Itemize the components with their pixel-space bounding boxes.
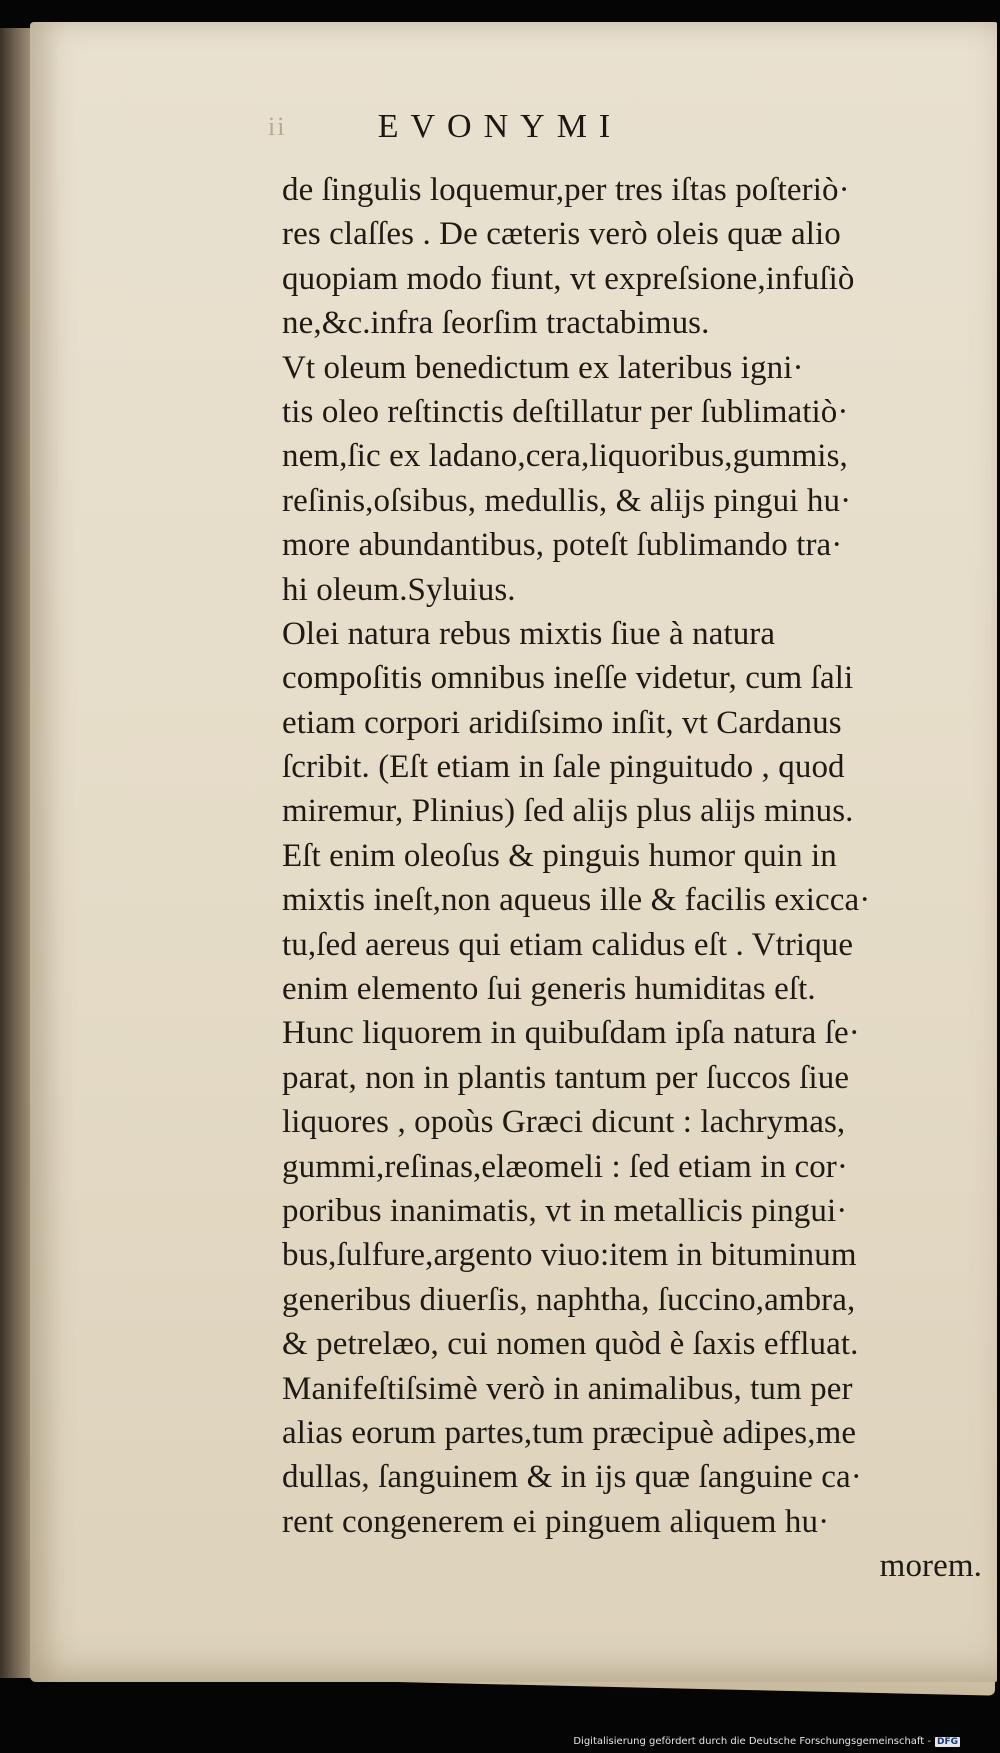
text-line: liquores , opoùs Græci dicunt : lachrymas, <box>282 1104 846 1141</box>
text-line: & petrelæo, cui nomen quòd è ſaxis effluat. <box>282 1326 859 1363</box>
text-line: dullas, ſanguinem & in ijs quæ ſanguine ca· <box>282 1459 862 1496</box>
text-line: de ſingulis loquemur,per tres iſtas poſteriò· <box>282 172 850 208</box>
text-line: gummi,reſinas,elæomeli : ſed etiam in cor· <box>282 1148 848 1185</box>
text-line: Eſt enim oleoſus & pinguis humor quin in <box>282 837 837 874</box>
text-line: quopiam modo fiunt, vt expreſsione,infuſiò <box>282 260 855 297</box>
text-line: tis oleo reſtinctis deſtillatur per ſublimatiò· <box>282 393 849 430</box>
running-head <box>0 108 1000 146</box>
text-line: more abundantibus, poteſt ſublimando tra· <box>282 527 843 564</box>
text-line: res claſſes . De cæteris verò oleis quæ alio <box>282 216 841 253</box>
digitization-credit <box>573 1736 960 1747</box>
text-line: ne,&c.infra ſeorſim tractabimus. <box>282 305 710 342</box>
body-text <box>282 168 982 1589</box>
text-line: alias eorum partes,tum præcipuè adipes,me <box>282 1414 857 1451</box>
text-line: ſcribit. (Eſt etiam in ſale pinguitudo , quod <box>282 749 845 786</box>
text-line: hi oleum.Syluius. <box>282 571 516 608</box>
text-line: poribus inanimatis, vt in metallicis pingui· <box>282 1192 848 1229</box>
text-line: Manifeſtiſsimè verò in animalibus, tum per <box>282 1370 853 1407</box>
text-line: mixtis ineſt,non aqueus ille & facilis exicca· <box>282 882 871 919</box>
text-line: tu,ſed aereus qui etiam calidus eſt . Vtrique <box>282 926 854 963</box>
text-line: enim elemento ſui generis humiditas eſt. <box>282 971 816 1008</box>
text-line: Vt oleum benedictum ex lateribus igni· <box>282 349 804 386</box>
text-line: parat, non in plantis tantum per ſuccos ſiue <box>282 1059 850 1096</box>
text-line: rent congenerem ei pinguem aliquem hu· <box>282 1503 830 1540</box>
catchword: morem. <box>879 1548 982 1585</box>
text-line: nem,ſic ex ladano,cera,liquoribus,gummis, <box>282 438 848 475</box>
text-line: bus,ſulfure,argento viuo:item in bituminum <box>282 1237 857 1274</box>
text-line: Olei natura rebus mixtis ſiue à natura <box>282 615 776 652</box>
text-line: Hunc liquorem in quibuſdam ipſa natura ſe· <box>282 1015 860 1052</box>
credit-text: Digitalisierung gefördert durch die Deutsche Forschungsgemeinschaft - <box>573 1736 931 1747</box>
text-line: etiam corpori aridiſsimo inſit, vt Cardanus <box>282 704 842 741</box>
text-line: reſinis,oſsibus, medullis, & alijs pingui hu· <box>282 482 852 519</box>
text-line: compoſitis omnibus ineſſe videtur, cum ſali <box>282 660 854 697</box>
text-line: miremur, Plinius) ſed alijs plus alijs minus. <box>282 793 854 830</box>
faint-marginal-mark: ii <box>268 112 287 141</box>
dfg-logo: DFG <box>936 1736 958 1747</box>
running-head-text: EVONYMI <box>377 108 623 145</box>
text-line: generibus diuerſis, naphtha, ſuccino,ambra, <box>282 1281 856 1318</box>
